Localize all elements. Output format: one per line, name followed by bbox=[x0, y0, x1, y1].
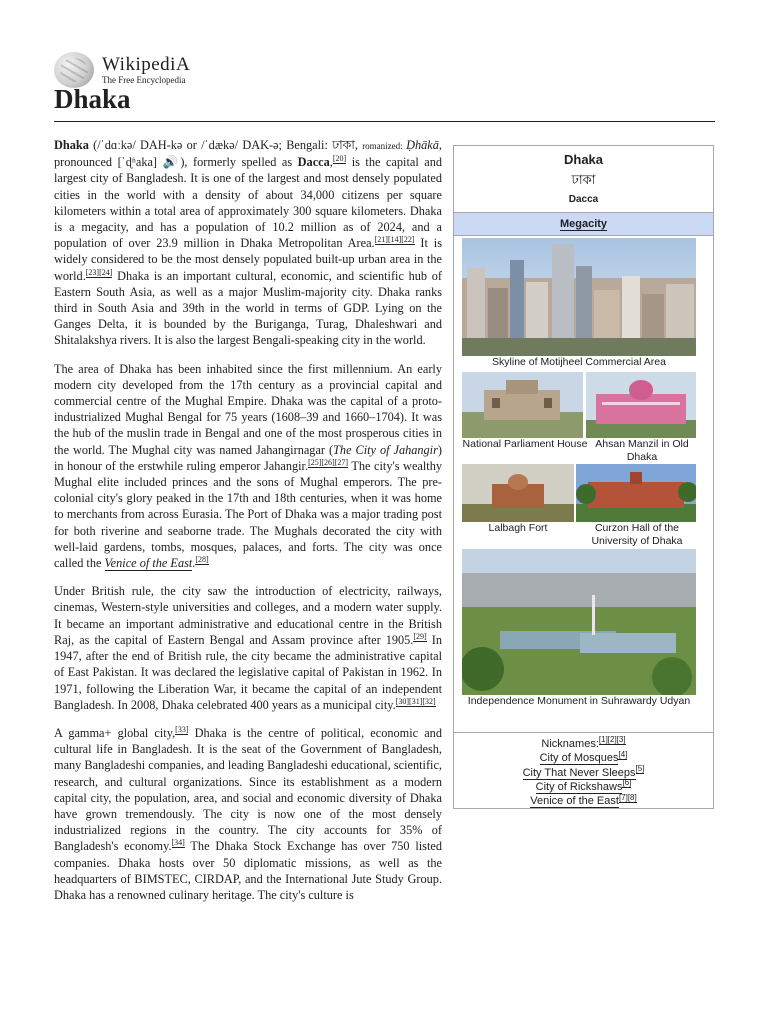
nickname-item bbox=[454, 751, 713, 765]
lead-paragraph-2 bbox=[54, 361, 442, 572]
lalbagh-fort-photo[interactable] bbox=[462, 464, 574, 522]
infobox bbox=[453, 145, 714, 809]
nickname-citation[interactable]: [4] bbox=[618, 749, 628, 759]
article-body bbox=[54, 137, 442, 915]
citation-33[interactable]: [33] bbox=[175, 724, 189, 734]
skyline-caption: Skyline of Motijheel Commercial Area bbox=[492, 356, 666, 368]
global-city-text: A gamma+ global city, bbox=[54, 725, 176, 740]
infobox-alt-name: Dacca bbox=[568, 194, 599, 205]
citation-28[interactable]: [28] bbox=[195, 554, 209, 564]
nicknames-citation[interactable]: [1][2][3] bbox=[598, 735, 626, 745]
nickname-item bbox=[454, 763, 713, 780]
nickname-city-of-rickshaws[interactable]: City of Rickshaws bbox=[535, 780, 623, 793]
lead-paragraph-1 bbox=[54, 137, 442, 349]
british-text-1: Under British rule, the city saw the introduction of electricity, railways, cinemas, Western-style universities and colleges, and a modern water supply. It became an important administrative and educational centre in the British Raj, as the capital of Eastern Bengal and Assam province after 1905. bbox=[54, 584, 442, 647]
lead-text-2: It is widely considered to be the most densely populated built-up urban area in the world. bbox=[54, 236, 442, 283]
lead-paragraph-3 bbox=[54, 583, 442, 713]
infobox-type-band bbox=[454, 212, 713, 236]
nickname-item bbox=[454, 780, 713, 794]
parliament-caption: National Parliament House bbox=[462, 438, 588, 450]
monument-caption: Independence Monument in Suhrawardy Udyan bbox=[467, 695, 691, 707]
nickname-city-that-never-sleeps[interactable]: City That Never Sleeps bbox=[522, 766, 636, 779]
pronunciation-text: (/ˈdɑːkə/ DAH-kə or /ˈdækə/ DAK-ə; Bengali: ঢাকা, bbox=[88, 138, 363, 152]
nicknames-label: Nicknames: bbox=[541, 738, 599, 750]
skyline-photo[interactable] bbox=[462, 238, 696, 356]
speaker-icon[interactable]: 🔊 bbox=[162, 155, 181, 170]
lead-text-3: Dhaka is an important cultural, economic, and scientific hub of Eastern South Asia, as well as a major Muslim-majority city. Dhaka ranks third in South Asia and 39th in the world in terms of GDP. Lying on the Ganges Delta, it is bounded by the Buriganga, Turag, Dhaleshwari and Shitalakshya rivers. It is also the largest Bengali-speaking city in the world. bbox=[54, 268, 442, 348]
history-text-3: The city's wealthy Mughal elite included princes and the sons of Mughal emperors. The pre-colonial city's glory peaked in the 17th and 18th centuries, when it was home to merchants from across Eurasia. The Port of Dhaka was a major trading post for both riverine and seaborne trade. The Mughals decorated the city with well-laid gardens, tombs, mosques, palaces, and forts. The city was once called the bbox=[54, 458, 442, 571]
venice-of-the-east-link[interactable]: Venice of the East bbox=[104, 556, 193, 571]
lead-paragraph-4 bbox=[54, 725, 442, 903]
curzon-caption: Curzon Hall of the University of Dhaka bbox=[591, 522, 683, 547]
comma: , bbox=[329, 155, 333, 170]
pronounced-text: , pronounced [ˈɖʱaka] bbox=[54, 138, 442, 170]
lead-text-1: is the capital and largest city of Bangladesh. It is one of the largest and most densely populated cities in the world with a density of about 34,000 citizens per square kilometers within a total area of approximately 300 square kilometers. Dhaka is a megacity, and has a population of 10.2 million as of 2024, and a population of over 23.9 million in Dhaka Metropolitan Area. bbox=[54, 155, 443, 251]
independence-monument-photo[interactable] bbox=[462, 549, 696, 695]
ahsan-caption: Ahsan Manzil in Old Dhaka bbox=[595, 438, 689, 463]
megacity-link[interactable]: Megacity bbox=[559, 218, 608, 230]
romanized-label: romanized: bbox=[362, 141, 407, 151]
history-text-2: ) in honour of the erstwhile ruling emperor Jahangir. bbox=[54, 442, 442, 473]
citation-23-24[interactable]: [23][24] bbox=[85, 267, 113, 277]
infobox-native-name: ঢাকা bbox=[571, 172, 596, 187]
lead-term: Dhaka bbox=[54, 138, 89, 152]
nickname-citation[interactable]: [6] bbox=[622, 778, 632, 788]
nickname-citation[interactable]: [5] bbox=[635, 763, 645, 773]
wordmark: WikipediA bbox=[102, 54, 191, 75]
parliament-photo[interactable] bbox=[462, 372, 583, 438]
nickname-venice-of-the-east[interactable]: Venice of the East bbox=[530, 795, 619, 808]
former-name: Dacca bbox=[297, 155, 330, 170]
romanized-text: Ḍhākā bbox=[406, 138, 439, 152]
wikipedia-logo[interactable] bbox=[102, 55, 190, 85]
infobox-title: Dhaka bbox=[563, 152, 604, 167]
page-title: Dhaka bbox=[54, 84, 131, 114]
wikipedia-globe-icon[interactable] bbox=[54, 52, 94, 88]
nickname-city-of-mosques[interactable]: City of Mosques bbox=[539, 752, 619, 765]
nickname-item bbox=[454, 794, 713, 808]
citation-21-14-22[interactable]: [21][14][22] bbox=[374, 235, 415, 245]
formerly-text: ), formerly spelled as bbox=[180, 155, 298, 170]
period: . bbox=[192, 556, 196, 571]
british-text-2: In 1947, after the end of British rule, the city became the administrative capital of East Pakistan. It was declared the legislative capital of Pakistan in 1962. In 1971, following the Liberation War, it became the capital of an independent Bangladesh. In 2008, Dhaka celebrated 400 years as a municipal city. bbox=[54, 632, 442, 712]
city-of-jahangir: The City of Jahangir bbox=[333, 442, 438, 457]
lalbagh-caption: Lalbagh Fort bbox=[488, 522, 548, 534]
citation-29[interactable]: [29] bbox=[413, 631, 427, 641]
title-divider bbox=[54, 121, 715, 122]
economy-text-1: Dhaka is the centre of political, economic and cultural life in Bangladesh. It is the seat of the Government of Bangladesh, many Bangladeshi companies, and leading Bangladeshi educational, scientific, research, and cultural organizations. Since its establishment as a modern capital city, the population, area, and social and economic diversity of Dhaka have grown tremendously. The city is now one of the most densely industrialized regions in the country. The city accounts for 35% of Bangladesh's economy. bbox=[54, 725, 442, 854]
history-text-1: The area of Dhaka has been inhabited since the first millennium. An early modern city developed from the 17th century as a provincial capital and commercial centre of the Mughal Empire. Dhaka was the capital of a proto-industrialized Mughal Bengal for 75 years (1608–39 and 1660–1704). It was the hub of the muslin trade in Bengal and one of the most prosperous cities in the world. The Mughal city was named Jahangirnagar ( bbox=[54, 361, 442, 457]
citation-25-26-27[interactable]: [25][26][27] bbox=[308, 457, 349, 467]
ahsan-manzil-photo[interactable] bbox=[586, 372, 696, 438]
economy-text-2: The Dhaka Stock Exchange has over 750 listed companies. Dhaka hosts over 50 diplomatic missions, as well as the headquarters of BIMSTEC, CIRDAP, and the International Jute Study Group. Dhaka has a renowned culinary heritage. The city's culture is bbox=[54, 839, 442, 902]
tagline: The Free Encyclopedia bbox=[102, 75, 186, 85]
citation-20[interactable]: [20] bbox=[332, 154, 347, 164]
nicknames-section bbox=[454, 732, 713, 808]
citation-34[interactable]: [34] bbox=[171, 838, 185, 848]
curzon-hall-photo[interactable] bbox=[576, 464, 696, 522]
nickname-citation[interactable]: [7][8] bbox=[618, 792, 637, 802]
citation-30-31-32[interactable]: [30][31][32] bbox=[395, 696, 436, 706]
site-header bbox=[54, 52, 190, 88]
nicknames-label-row bbox=[454, 737, 713, 751]
